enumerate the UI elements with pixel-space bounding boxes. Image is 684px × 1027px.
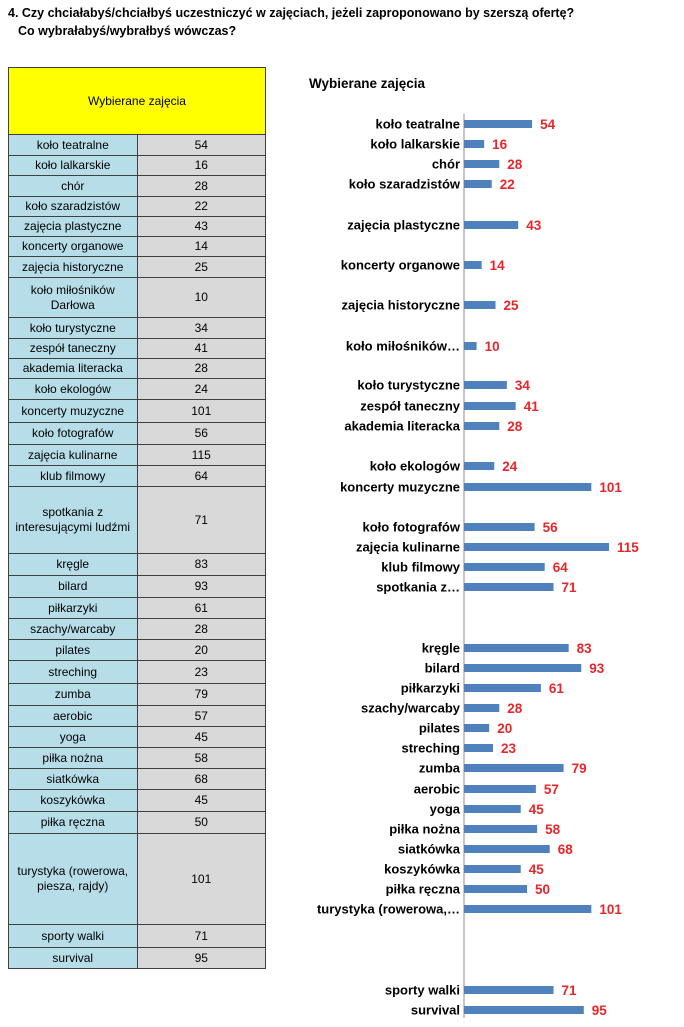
table-cell-label: streching [9,661,138,684]
category-label: chór [431,156,460,172]
table-cell-value: 54 [137,135,266,156]
table-cell-label: koło lalkarskie [9,156,138,176]
bar [464,885,527,893]
table-row [9,706,266,727]
table-cell-label: piłka ręczna [9,812,138,834]
table-cell-value: 25 [137,257,266,278]
table-row [9,769,266,790]
table-header-row [9,68,266,135]
table-cell-value: 93 [137,576,266,598]
table-row [9,257,266,278]
data-label: 25 [503,298,519,313]
bar [464,684,541,692]
table-cell-label: koło turystyczne [9,318,138,339]
data-label: 68 [557,842,573,857]
table-cell-value: 23 [137,661,266,684]
table-cell-value: 83 [137,554,266,576]
data-label: 56 [542,520,558,535]
data-label: 14 [489,258,505,273]
table-cell-label: kręgle [9,554,138,576]
bar [464,563,545,571]
table-body [9,135,266,969]
category-label: aerobic [413,781,460,797]
bar [464,845,550,853]
category-label: koło fotografów [362,519,460,535]
table-row [9,217,266,237]
data-label: 45 [528,802,544,817]
table-cell-value: 101 [137,834,266,925]
bar [464,462,494,470]
category-label: akademia literacka [344,418,460,434]
table-cell-label: sporty walki [9,925,138,948]
table-cell-label: zajęcia historyczne [9,257,138,278]
table-row [9,487,266,554]
bar [464,221,518,229]
bar [464,785,536,793]
bar [464,805,521,813]
category-label: zajęcia historyczne [341,297,460,313]
data-label: 71 [561,983,577,998]
table-cell-label: koło ekologów [9,379,138,400]
bar-chart [270,60,670,1022]
table-cell-label: koło miłośników Darłowa [9,278,138,318]
table-cell-label: bilard [9,576,138,598]
table-cell-label: zajęcia plastyczne [9,217,138,237]
category-label: zespół taneczny [360,398,460,414]
data-label: 83 [576,641,592,656]
bar [464,342,477,350]
bar [464,402,516,410]
table-row [9,197,266,217]
table-row [9,445,266,466]
table-cell-value: 50 [137,812,266,834]
table-cell-label: koło teatralne [9,135,138,156]
table-cell-label: aerobic [9,706,138,727]
category-label: koncerty organowe [340,257,460,273]
category-label: zumba [418,760,460,776]
category-label: koło ekologów [369,458,460,474]
category-label: koło miłośników… [345,338,460,354]
bar [464,422,499,430]
table-header: Wybierane zajęcia [9,68,266,135]
category-label: pilates [418,720,460,736]
table-cell-label: koło fotografów [9,423,138,445]
table-row [9,135,266,156]
table-cell-value: 28 [137,359,266,379]
table-cell-label: koszykówka [9,790,138,812]
table-cell-value: 45 [137,727,266,748]
table-row [9,748,266,769]
bar [464,160,499,168]
category-label: piłkarzyki [400,680,460,696]
chart-bars [317,117,639,1019]
table-cell-value: 95 [137,948,266,969]
category-label: sporty walki [384,982,460,998]
table-cell-value: 64 [137,466,266,487]
table-cell-label: klub filmowy [9,466,138,487]
bar [464,986,554,994]
bar [464,644,569,652]
table-cell-value: 68 [137,769,266,790]
data-label: 16 [492,137,508,152]
table-cell-value: 71 [137,487,266,554]
bar [464,583,554,591]
data-label: 79 [571,761,587,776]
table-cell-value: 20 [137,640,266,661]
table-row [9,727,266,748]
data-label: 54 [540,117,556,132]
data-label: 61 [548,681,564,696]
table-cell-label: chór [9,176,138,197]
data-label: 115 [617,540,639,555]
category-label: survival [410,1002,460,1018]
category-label: siatkówka [397,841,460,857]
data-label: 95 [591,1003,607,1018]
category-label: bilard [424,660,460,676]
table-row [9,278,266,318]
bar [464,120,532,128]
table-cell-label: spotkania z interesującymi ludźmi [9,487,138,554]
category-label: szachy/warcaby [360,700,460,716]
table-cell-label: zespół taneczny [9,339,138,359]
question-line-1: 4. Czy chciałabyś/chciałbyś uczestniczyć w zajęciach, jeżeli zaproponowano by szerszą ofertę? [8,6,575,20]
table-row [9,379,266,400]
bar [464,744,493,752]
bar [464,381,507,389]
table-cell-label: akademia literacka [9,359,138,379]
table-cell-label: siatkówka [9,769,138,790]
table-cell-value: 34 [137,318,266,339]
data-label: 101 [599,902,622,917]
table-cell-label: koło szaradzistów [9,197,138,217]
table-cell-label: piłkarzyki [9,598,138,619]
category-label: koncerty muzyczne [340,479,460,495]
category-label: turystyka (rowerowa,… [316,901,460,917]
category-label: koło turystyczne [357,377,460,393]
table-cell-value: 56 [137,423,266,445]
table-row [9,661,266,684]
category-label: klub filmowy [381,559,460,575]
question-title [8,4,678,40]
table-row [9,619,266,640]
table-row [9,812,266,834]
table-row [9,925,266,948]
category-label: yoga [429,801,460,817]
table-cell-label: piłka nożna [9,748,138,769]
data-label: 45 [528,862,544,877]
table-cell-value: 79 [137,684,266,706]
bar [464,180,492,188]
bar [464,543,609,551]
table-cell-label: pilates [9,640,138,661]
table-row [9,318,266,339]
table-cell-value: 61 [137,598,266,619]
data-label: 28 [507,157,523,172]
data-label: 101 [599,480,622,495]
bar [464,905,591,913]
table-cell-value: 22 [137,197,266,217]
table-cell-value: 16 [137,156,266,176]
category-label: koło teatralne [375,116,460,132]
table-row [9,156,266,176]
data-label: 10 [484,339,500,354]
bar [464,261,482,269]
bar [464,523,535,531]
table-cell-value: 101 [137,400,266,423]
table-cell-label: koncerty muzyczne [9,400,138,423]
bar [464,301,496,309]
table-cell-value: 10 [137,278,266,318]
table-row [9,359,266,379]
table-row [9,423,266,445]
bar [464,664,581,672]
data-label: 57 [543,782,559,797]
table-cell-label: zajęcia kulinarne [9,445,138,466]
table-cell-label: survival [9,948,138,969]
category-label: zajęcia plastyczne [347,217,460,233]
category-label: koło szaradzistów [348,176,460,192]
data-label: 23 [501,741,517,756]
bar [464,724,489,732]
table-row [9,237,266,257]
bar [464,140,484,148]
data-label: 50 [535,882,551,897]
table-row [9,554,266,576]
bar [464,825,537,833]
table-cell-value: 43 [137,217,266,237]
data-label: 28 [507,701,523,716]
table-row [9,576,266,598]
table-row [9,834,266,925]
category-label: streching [401,740,460,756]
table-cell-label: koncerty organowe [9,237,138,257]
table-row [9,948,266,969]
table-row [9,790,266,812]
category-label: piłka nożna [389,821,460,837]
table-cell-value: 28 [137,176,266,197]
data-label: 58 [545,822,561,837]
table-cell-value: 71 [137,925,266,948]
table-cell-value: 45 [137,790,266,812]
bar [464,483,591,491]
bar [464,764,564,772]
table-row [9,400,266,423]
table-row [9,466,266,487]
data-label: 34 [514,378,530,393]
table-row [9,640,266,661]
category-label: piłka ręczna [385,881,460,897]
data-table [8,67,266,969]
data-label: 20 [497,721,513,736]
table-cell-value: 115 [137,445,266,466]
bar [464,1006,584,1014]
data-label: 22 [499,177,515,192]
data-label: 71 [561,580,577,595]
category-label: koło lalkarskie [370,136,460,152]
table-cell-value: 24 [137,379,266,400]
bar [464,704,499,712]
data-label: 43 [526,218,542,233]
table-cell-label: szachy/warcaby [9,619,138,640]
table-row [9,176,266,197]
data-label: 93 [589,661,605,676]
table-cell-value: 28 [137,619,266,640]
table-row [9,598,266,619]
data-label: 41 [523,399,539,414]
category-label: spotkania z… [376,579,460,595]
table-row [9,684,266,706]
category-label: zajęcia kulinarne [355,539,460,555]
bar [464,865,521,873]
data-label: 64 [552,560,568,575]
table-cell-value: 41 [137,339,266,359]
category-label: koszykówka [384,861,460,877]
chart-title: Wybierane zajęcia [309,76,426,91]
table-cell-value: 58 [137,748,266,769]
table-cell-label: yoga [9,727,138,748]
table-row [9,339,266,359]
table-cell-value: 14 [137,237,266,257]
table-cell-value: 57 [137,706,266,727]
data-label: 24 [502,459,518,474]
category-label: kręgle [421,640,460,656]
question-line-2: Co wybrałabyś/wybrałbyś wówczas? [18,24,237,38]
table-cell-label: turystyka (rowerowa, piesza, rajdy) [9,834,138,925]
table-cell-label: zumba [9,684,138,706]
data-label: 28 [507,419,523,434]
